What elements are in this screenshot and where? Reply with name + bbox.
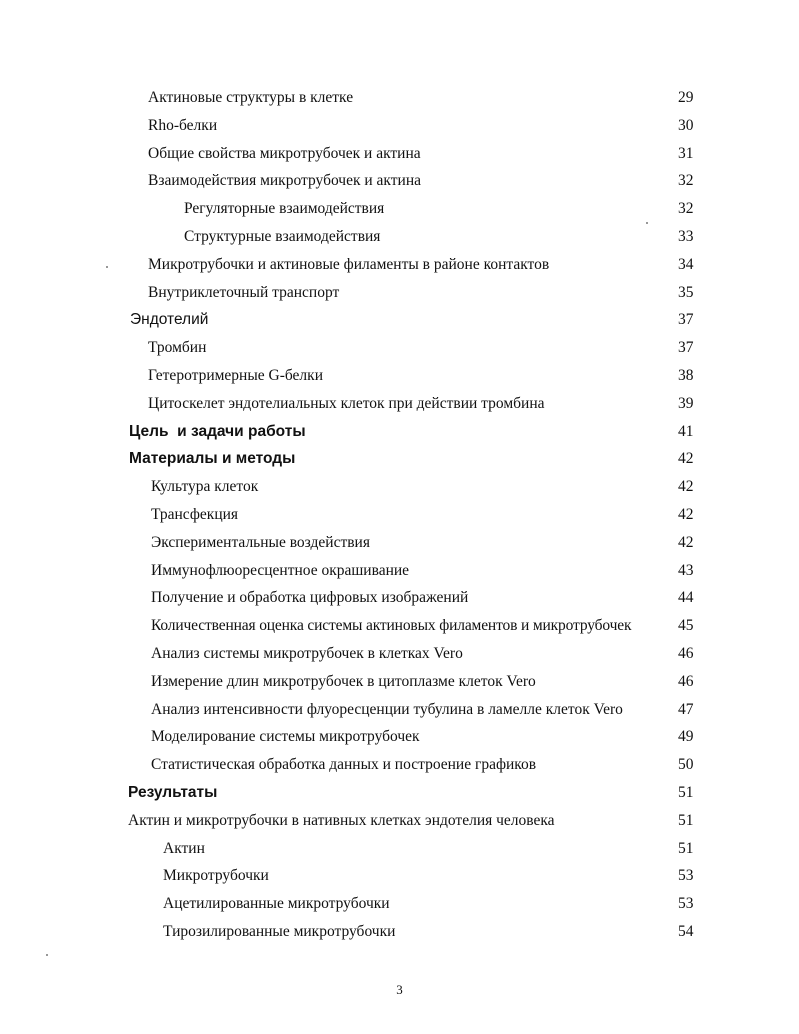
toc-entry-page: 39 bbox=[678, 394, 694, 412]
toc-entry-title: Взаимодействия микротрубочек и актина bbox=[148, 172, 421, 190]
toc-entry bbox=[0, 918, 799, 946]
toc-entry-page: 51 bbox=[678, 839, 694, 857]
toc-entry bbox=[0, 223, 799, 251]
toc-entry bbox=[0, 195, 799, 223]
toc-entry-page: 54 bbox=[678, 922, 694, 940]
toc-entry-page: 37 bbox=[678, 311, 694, 329]
toc-entry-page: 35 bbox=[678, 283, 694, 301]
toc-entry bbox=[0, 473, 799, 501]
toc-entry-page: 32 bbox=[678, 200, 694, 218]
toc-entry-page: 42 bbox=[678, 478, 694, 496]
toc-entry-title: Актин и микротрубочки в нативных клетках эндотелия человека bbox=[128, 811, 555, 829]
toc-entry bbox=[0, 140, 799, 168]
toc-entry-title: Статистическая обработка данных и построение графиков bbox=[151, 756, 537, 774]
toc-entry-title: Материалы и методы bbox=[129, 450, 296, 468]
toc-entry-title: Внутриклеточный транспорт bbox=[148, 283, 340, 301]
toc-entry-page: 46 bbox=[678, 672, 694, 690]
toc-entry-page: 30 bbox=[678, 116, 694, 134]
toc-chapter-heading bbox=[0, 779, 799, 807]
toc-section-heading bbox=[0, 306, 799, 334]
toc-entry-page: 42 bbox=[678, 450, 694, 468]
toc-entry-title: Эндотелий bbox=[130, 311, 209, 329]
table-of-contents bbox=[0, 84, 799, 946]
toc-entry-title: Микротрубочки и актиновые филаменты в районе контактов bbox=[148, 255, 550, 273]
toc-entry-title: Культура клеток bbox=[151, 478, 259, 496]
toc-entry-title: Цитоскелет эндотелиальных клеток при действии тромбина bbox=[148, 394, 545, 412]
toc-entry-page: 45 bbox=[678, 617, 694, 635]
page-number: 3 bbox=[396, 982, 403, 997]
toc-entry-page: 49 bbox=[678, 728, 694, 746]
toc-entry-page: 42 bbox=[678, 505, 694, 523]
toc-entry-title: Трансфекция bbox=[151, 505, 239, 523]
toc-entry bbox=[0, 334, 799, 362]
toc-entry-title: Микротрубочки bbox=[163, 867, 269, 885]
toc-entry-title: Результаты bbox=[128, 783, 218, 801]
toc-entry-title: Rho-белки bbox=[148, 116, 218, 134]
toc-entry-title: Тирозилированные микротрубочки bbox=[163, 922, 396, 940]
toc-entry-page: 29 bbox=[678, 89, 694, 106]
toc-entry bbox=[0, 279, 799, 307]
toc-entry-page: 41 bbox=[678, 422, 694, 440]
toc-entry-page: 32 bbox=[678, 172, 694, 190]
toc-chapter-heading bbox=[0, 418, 799, 446]
toc-entry bbox=[0, 529, 799, 557]
toc-entry-page: 33 bbox=[678, 227, 694, 245]
toc-entry-page: 34 bbox=[678, 255, 694, 273]
toc-entry bbox=[0, 807, 799, 835]
toc-entry-title: Ацетилированные микротрубочки bbox=[163, 895, 390, 913]
toc-entry-page: 44 bbox=[678, 589, 694, 607]
toc-entry-page: 43 bbox=[678, 561, 694, 579]
toc-entry-title: Анализ системы микротрубочек в клетках Vero bbox=[151, 644, 463, 662]
toc-entry-title: Цель и задачи работы bbox=[129, 422, 306, 440]
toc-entry-title: Регуляторные взаимодействия bbox=[184, 200, 385, 218]
toc-entry-page: 53 bbox=[678, 867, 694, 885]
toc-entry bbox=[0, 584, 799, 612]
toc-entry-title: Моделирование системы микротрубочек bbox=[151, 728, 420, 746]
toc-entry-page: 51 bbox=[678, 811, 694, 829]
toc-entry-page: 53 bbox=[678, 895, 694, 913]
toc-entry bbox=[0, 696, 799, 724]
toc-entry-page: 31 bbox=[678, 144, 694, 162]
toc-entry-title: Получение и обработка цифровых изображений bbox=[151, 589, 469, 607]
toc-entry bbox=[0, 640, 799, 668]
toc-entry-title: Количественная оценка системы актиновых филаментов и микротрубочек bbox=[151, 617, 632, 635]
toc-entry-title: Гетеротримерные G-белки bbox=[148, 366, 323, 384]
toc-entry bbox=[0, 251, 799, 279]
toc-chapter-heading bbox=[0, 445, 799, 473]
toc-entry-page: 50 bbox=[678, 756, 694, 774]
toc-entry bbox=[0, 557, 799, 585]
toc-entry-title: Тромбин bbox=[148, 339, 207, 357]
toc-entry bbox=[0, 612, 799, 640]
scan-speck bbox=[646, 222, 648, 224]
toc-entry-page: 38 bbox=[678, 366, 694, 384]
scan-speck bbox=[106, 266, 108, 268]
toc-entry-page: 37 bbox=[678, 339, 694, 357]
toc-entry bbox=[0, 84, 799, 112]
toc-entry bbox=[0, 835, 799, 863]
toc-entry bbox=[0, 751, 799, 779]
toc-entry bbox=[0, 362, 799, 390]
toc-entry-title: Экспериментальные воздействия bbox=[151, 533, 370, 551]
toc-entry-page: 42 bbox=[678, 533, 694, 551]
toc-entry-title: Структурные взаимодействия bbox=[184, 227, 381, 245]
toc-entry-page: 46 bbox=[678, 644, 694, 662]
toc-entry bbox=[0, 890, 799, 918]
toc-entry-title: Измерение длин микротрубочек в цитоплазме клеток Vero bbox=[151, 672, 536, 690]
toc-entry-title: Общие свойства микротрубочек и актина bbox=[148, 144, 421, 162]
toc-entry-title: Актин bbox=[163, 839, 205, 857]
toc-entry-page: 51 bbox=[678, 783, 694, 801]
toc-entry bbox=[0, 501, 799, 529]
toc-entry bbox=[0, 112, 799, 140]
toc-entry-title: Иммунофлюоресцентное окрашивание bbox=[151, 561, 410, 579]
toc-entry bbox=[0, 668, 799, 696]
toc-entry-title: Актиновые структуры в клетке bbox=[148, 89, 354, 106]
toc-entry bbox=[0, 390, 799, 418]
toc-entry bbox=[0, 167, 799, 195]
scan-speck bbox=[46, 954, 48, 956]
toc-entry-page: 47 bbox=[678, 700, 694, 718]
toc-entry bbox=[0, 862, 799, 890]
toc-entry bbox=[0, 723, 799, 751]
toc-entry-title: Анализ интенсивности флуоресценции тубулина в ламелле клеток Vero bbox=[151, 700, 623, 718]
